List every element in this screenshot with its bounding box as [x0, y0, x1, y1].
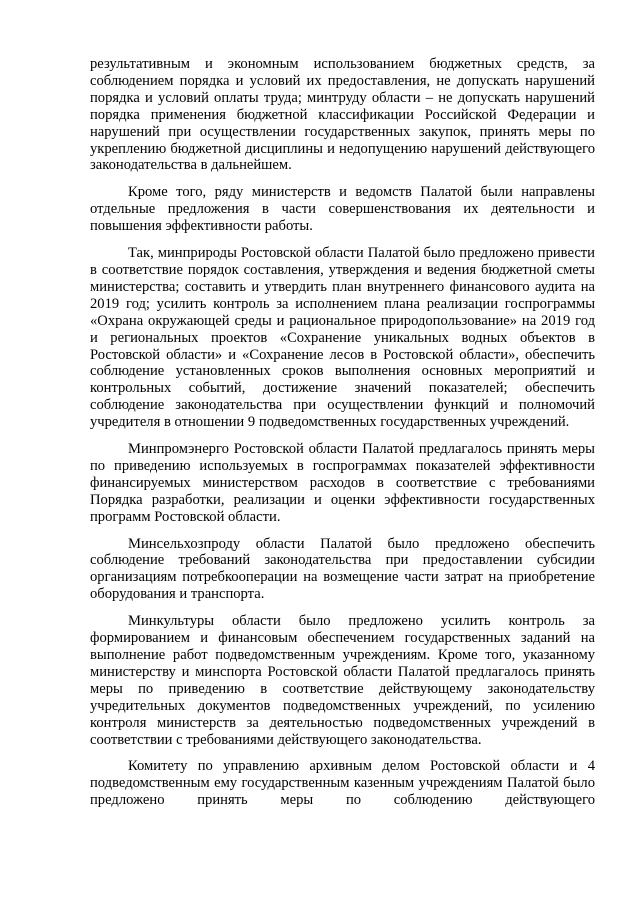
paragraph-3: Так, минприроды Ростовской области Палатой было предложено привести в соответствие порядок составления, утверждения и ведения бюджетной сметы министерства; составить и утвердить план внутреннего финансового аудита на 2019 год; усилить контроль за исполнением плана реализации госпрограммы «Охрана окружающей среды и рациональное природопользование» на 2019 год и региональных проектов «Сохранение уникальных водных объектов в Ростовской области» и «Сохранение лесов в Ростовской области», обеспечить соблюдение установленных сроков выполнения основных мероприятий и контрольных событий, достижение значений показателей; обеспечить соблюдение законодательства при осуществлении функций и полномочий учредителя в отношении 9 подведомственных государственных учреждений. — [90, 245, 595, 431]
paragraph-2: Кроме того, ряду министерств и ведомств Палатой были направлены отдельные предложения в части совершенствования их деятельности и повышения эффективности работы. — [90, 184, 595, 235]
paragraph-4: Минпромэнерго Ростовской области Палатой предлагалось принять меры по приведению используемых в госпрограммах показателей эффективности финансируемых министерством расходов в соответствие с требованиями Порядка разработки, реализации и оценки эффективности государственных программ Ростовской области. — [90, 441, 595, 525]
paragraph-1: результативным и экономным использованием бюджетных средств, за соблюдением порядка и условий их предоставления, не допускать нарушений порядка и условий оплаты труда; минтруду области – не допускать нарушений порядка применения бюджетной классификации Российской Федерации и нарушений при осуществлении государственных закупок, принять меры по укреплению бюджетной дисциплины и недопущению нарушений действующего законодательства в дальнейшем. — [90, 56, 595, 174]
paragraph-5: Минсельхозпроду области Палатой было предложено обеспечить соблюдение требований законодательства при предоставлении субсидии организациям потребкооперации на возмещение части затрат на приобретение оборудования и транспорта. — [90, 535, 595, 603]
document-page — [90, 56, 595, 819]
paragraph-7: Комитету по управлению архивным делом Ростовской области и 4 подведомственным ему государственным казенным учреждениям Палатой было предложено принять меры по соблюдению действующего — [90, 758, 595, 809]
paragraph-6: Минкультуры области было предложено усилить контроль за формированием и финансовым обеспечением государственных заданий на выполнение работ подведомственным учреждениям. Кроме того, указанному министерству и минспорта Ростовской области Палатой предлагалось принять меры по приведению в соответствие действующему законодательству учредительных документов подведомственных учреждений, по усилению контроля министерств за деятельностью подведомственных учреждений в соответствии с требованиями действующего законодательства. — [90, 613, 595, 748]
